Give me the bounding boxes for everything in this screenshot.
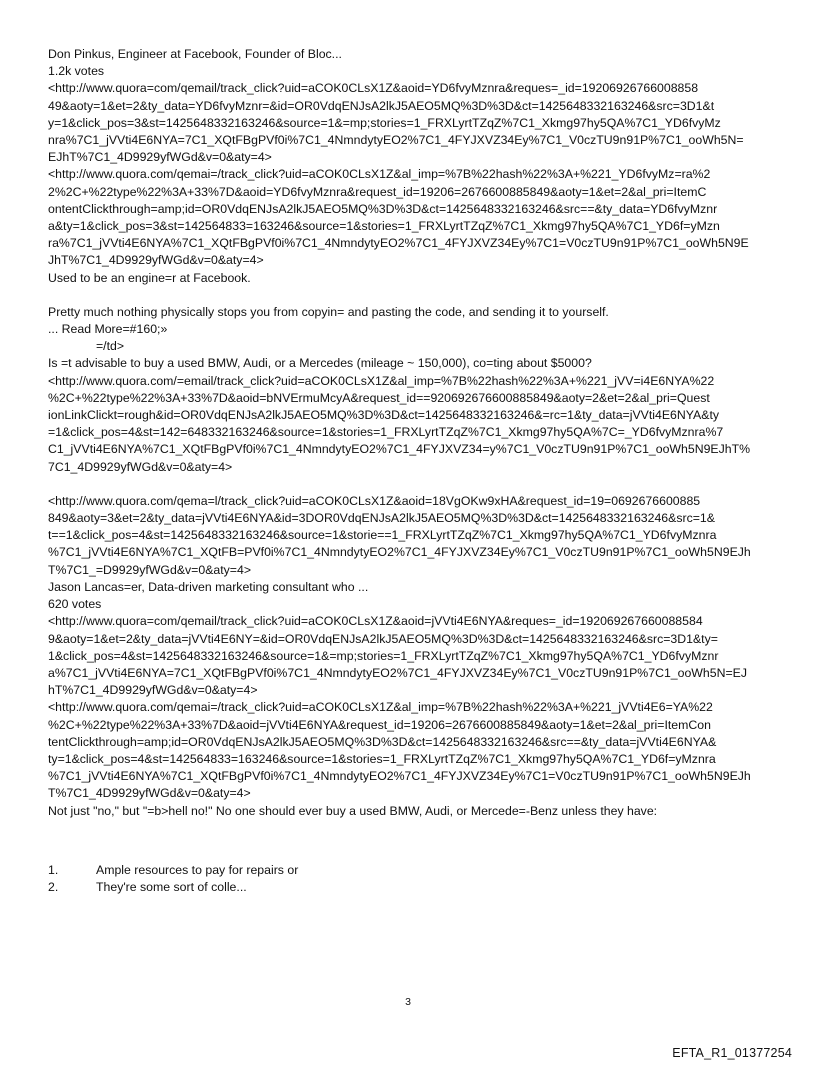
link-line: a%7C1_jVVti4E6NYA=7C1_XQtFBgPVf0i%7C1_4NmndytyEO2%7C1_4FYJXVZ34Ey%7C1_V0czTU9n91P%7C1_ooWh5N=EJ xyxy=(48,665,748,680)
link-line: 849&aoty=3&et=2&ty_data=jVVti4E6NYA&id=3DOR0VdqENJsA2lkJ5AEO5MQ%3D%3D&ct=1425648332163246&src=1& xyxy=(48,511,715,526)
link-line: =1&click_pos=4&st=142=648332163246&source=1&stories=1_FRXLyrtTZqZ%7C1_Xkmg97hy5QA%7C=_YD6fvyMznra%7 xyxy=(48,425,724,440)
link-line: %7C1_jVVti4E6NYA%7C1_XQtFB=PVf0i%7C1_4NmndytyEO2%7C1_4FYJXVZ34Ey%7C1_V0czTU9n91P%7C1_ooWh5N9EJh xyxy=(48,545,751,560)
link-line: 9&aoty=1&et=2&ty_data=jVVti4E6NY=&id=OR0VdqENJsA2lkJ5AEO5MQ%3D%3D&ct=1425648332163246&src=3D1&ty= xyxy=(48,631,718,646)
link-line: a&ty=1&click_pos=3&st=142564833=163246&source=1&stories=1_FRXLyrtTZqZ%7C1_Xkmg97hy5QA%7C1_YD6f=yMzn xyxy=(48,219,720,234)
page-number: 3 xyxy=(405,996,411,1008)
list-number: 2. xyxy=(48,879,59,894)
answer-text: Used to be an engine=r at Facebook. xyxy=(48,270,251,285)
list-item xyxy=(48,879,770,896)
list-item xyxy=(48,862,770,879)
answer-author: Jason Lancas=er, Data-driven marketing consultant who ... xyxy=(48,579,369,594)
link-line: <http://www.quora.com/qemai=/track_click?uid=aCOK0CLsX1Z&al_imp=%7B%22hash%22%3A+%221_YD6fvyMz=ra%2 xyxy=(48,167,711,182)
answer-text: Not just "no," but "=b>hell no!" No one should ever buy a used BMW, Audi, or Mercede=-Benz unless they have: xyxy=(48,803,658,818)
link-line: <http://www.quora.com/qema=l/track_click?uid=aCOK0CLsX1Z&aoid=18VgOKw9xHA&request_id=19=0692676600885 xyxy=(48,493,701,508)
vote-count: 620 votes xyxy=(48,597,102,612)
link-line: ionLinkClickt=rough&id=OR0VdqENJsA2lkJ5AEO5MQ%3D%3D&ct=1425648332163246&=rc=1&ty_data=jVVti4E6NYA&ty xyxy=(48,408,720,423)
answer-author: Don Pinkus, Engineer at Facebook, Founder of Bloc... xyxy=(48,47,342,61)
vote-count: 1.2k votes xyxy=(48,64,105,79)
link-line: EJhT%7C1_4D9929yfWGd&v=0&aty=4> xyxy=(48,150,272,165)
link-line: T%7C1_=D9929yfWGd&v=0&aty=4> xyxy=(48,562,252,577)
list-text: Ample resources to pay for repairs or xyxy=(96,862,299,877)
link-line: %7C1_jVVti4E6NYA%7C1_XQtFBgPVf0i%7C1_4NmndytyEO2%7C1_4FYJXVZ34Ey%7C1=V0czTU9n91P%7C1_ooWh5N9EJh xyxy=(48,769,751,784)
link-line: 49&aoty=1&et=2&ty_data=YD6fvyMznr=&id=OR0VdqENJsA2lkJ5AEO5MQ%3D%3D&ct=1425648332163246&src=3D1&t xyxy=(48,98,715,113)
link-line: C1_jVVti4E6NYA%7C1_XQtFBgPVf0i%7C1_4NmndytyEO2%7C1_4FYJXVZ34=y%7C1_V0czTU9n91P%7C1_ooWh5N9EJhT% xyxy=(48,442,751,457)
link-line: 1&click_pos=4&st=1425648332163246&source=1&=mp;stories=1_FRXLyrtTZqZ%7C1_Xkmg97hy5QA%7C1_YD6fvyMznr xyxy=(48,648,719,663)
bates-number: EFTA_R1_01377254 xyxy=(672,1046,792,1060)
answer-text: Pretty much nothing physically stops you from copyin= and pasting the code, and sending it to yourself. xyxy=(48,304,609,319)
link-line: <http://www.quora=com/qemail/track_click?uid=aCOK0CLsX1Z&aoid=jVVti4E6NYA&reques=_id=192069267660088584 xyxy=(48,614,703,629)
link-line: ty=1&click_pos=4&st=142564833=163246&source=1&stories=1_FRXLyrtTZqZ%7C1_Xkmg97hy5QA%7C1_YD6f=yMznra xyxy=(48,751,716,766)
link-line: 7C1_4D9929yfWGd&v=0&aty=4> xyxy=(48,459,233,474)
link-line: nra%7C1_jVVti4E6NYA=7C1_XQtFBgPVf0i%7C1_4NmndytyEO2%7C1_4FYJXVZ34Ey%7C1_V0czTU9n91P%7C1_ooWh5N= xyxy=(48,133,744,148)
list-text: They're some sort of colle... xyxy=(96,879,247,894)
link-line: hT%7C1_4D9929yfWGd&v=0&aty=4> xyxy=(48,683,258,698)
link-line: <http://www.quora=com/qemail/track_click?uid=aCOK0CLsX1Z&aoid=YD6fvyMznra&reques=_id=19206926766008858 xyxy=(48,81,699,96)
link-line: <http://www.quora.com/=email/track_click?uid=aCOK0CLsX1Z&al_imp=%7B%22hash%22%3A+%221_jVV=i4E6NYA%22 xyxy=(48,373,715,388)
list-number: 1. xyxy=(48,862,59,877)
link-line: ra%7C1_jVVti4E6NYA%7C1_XQtFBgPVf0i%7C1_4NmndytyEO2%7C1_4FYJXVZ34Ey%7C1=V0czTU9n91P%7C1_ooWh5N9E xyxy=(48,236,749,251)
link-line: %2C+%22type%22%3A+33%7D&aoid=jVVti4E6NYA&request_id=19206=2676600885849&aoty=1&et=2&al_pri=ItemCon xyxy=(48,717,711,732)
link-line: y=1&click_pos=3&st=1425648332163246&source=1&=mp;stories=1_FRXLyrtTZqZ%7C1_Xkmg97hy5QA%7C1_YD6fvyMz xyxy=(48,115,721,130)
link-line: T%7C1_4D9929yfWGd&v=0&aty=4> xyxy=(48,786,251,801)
link-line: %2C+%22type%22%3A+33%7D&aoid=bNVErmuMcyA&request_id==920692676600885849&aoty=2&et=2&al_pri=Quest xyxy=(48,390,710,405)
read-more-link[interactable]: ... Read More=#160;» xyxy=(48,322,168,337)
link-line: tentClickthrough=amp;id=OR0VdqENJsA2lkJ5AEO5MQ%3D%3D&ct=1425648332163246&src==&ty_data=jVVti4E6NYA& xyxy=(48,734,717,749)
question-text: Is =t advisable to buy a used BMW, Audi, or a Mercedes (mileage ~ 150,000), co=ting about $5000? xyxy=(48,356,592,371)
link-line: t==1&click_pos=4&st=1425648332163246&source=1&storie==1_FRXLyrtTZqZ%7C1_Xkmg97hy5QA%7C1_YD6fvyMznra xyxy=(48,528,717,543)
link-line: 2%2C+%22type%22%3A+33%7D&aoid=YD6fvyMznra&request_id=19206=2676600885849&aoty=1&et=2&al_pri=ItemC xyxy=(48,184,707,199)
link-line: JhT%7C1_4D9929yfWGd&v=0&aty=4> xyxy=(48,253,264,268)
link-line: <http://www.quora.com/qemai=/track_click?uid=aCOK0CLsX1Z&al_imp=%7B%22hash%22%3A+%221_jVVti4E6=YA%22 xyxy=(48,700,713,715)
document-body xyxy=(48,46,770,896)
link-line: ontentClickthrough=amp;id=OR0VdqENJsA2lkJ5AEO5MQ%3D%3D&ct=1425648332163246&src==&ty_data=YD6fvyMznr xyxy=(48,201,718,216)
table-cell-end: =/td> xyxy=(96,339,125,354)
